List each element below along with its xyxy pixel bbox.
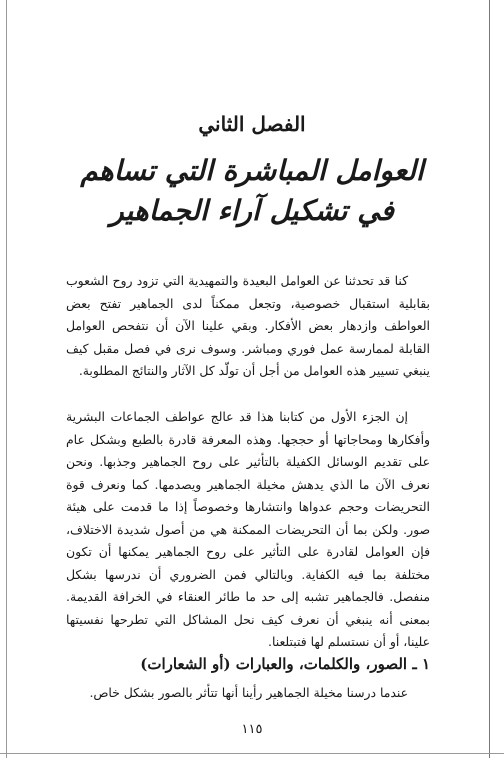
chapter-title-line-1: العوامل المباشرة التي تساهم (80, 154, 424, 187)
body-paragraph-2: إن الجزء الأول من كتابنا هذا قد عالج عواطف الجماعات البشرية وأفكارها ومحاجاتها أو حججها. وهذه المعرفة قادرة بالطبع وبشكل عام على تقديم الوسائل الكفيلة بالتأثير على روح الجماهير وجذبها. ونحن نعرف الآن ما الذي يدهش مخيلة الجماهير ويصدمها. كما ونعرف قوة التحريضات وحجم عدواها وانتشارها وخصوصاً إذا ما قدمت على هيئة صور. ولكن بما أن التحريضات الممكنة هي من أصول شديدة الاختلاف، فإن العوامل لقادرة على التأثير على روح الجماهير يمكنها أن تكون مختلفة بما فيه الكفاية. وبالتالي فمن الضروري أن ندرسها بشكل منفصل. فالجماهير تشبه إلى حد ما طائر العنقاء في الخرافة القديمة. بمعنى أنه ينبغي أن نعرف كيف نحل المشاكل التي تطرحها نفسيتها علينا، أو أن نستسلم لها فتبتلعنا. (66, 409, 430, 649)
chapter-label: الفصل الثاني (198, 112, 306, 136)
page-number: ١١٥ (241, 722, 263, 737)
page-edge-bottom (0, 753, 504, 754)
section-first-line: عندما درسنا مخيلة الجماهير رأينا أنها تتأثر بالصور بشكل خاص. (89, 685, 408, 700)
body-paragraph-1: كنا قد تحدثنا عن العوامل البعيدة والتمهيدية التي تزود روح الشعوب بقابلية استقبال خصوصية، وتجعل ممكناً لدى الجماهير تفتح بعض العواطف وازدهار بعض الأفكار. وبقي علينا الآن أن نتفحص العوامل القابلة لممارسة عمل فوري ومباشر. وسوف نرى في فصل مقبل كيف ينبغي تسيير هذه العوامل من أجل أن تولّد كل الآثار والنتائج المطلوبة. (66, 273, 430, 378)
section-heading: ١ ـ الصور، والكلمات، والعبارات (أو الشعارات) (140, 655, 430, 673)
body-paragraph-1-block (66, 270, 430, 383)
chapter-title-line-2: في تشكيل آراء الجماهير (110, 194, 394, 227)
body-paragraph-2-block (66, 406, 430, 654)
